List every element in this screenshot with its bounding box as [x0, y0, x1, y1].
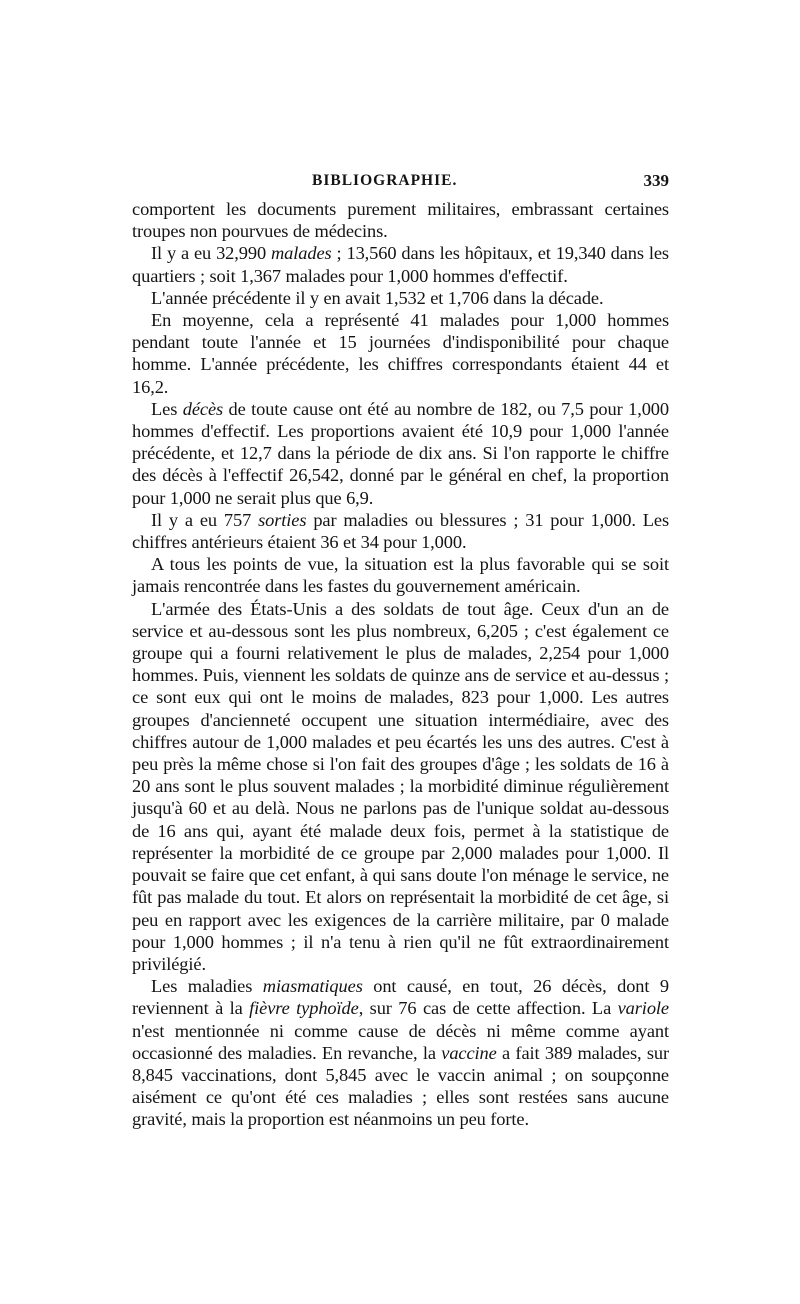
text-run: par maladies ou blessures ; 31 pour 1,000. Les chiffres antérieurs étaient 36 et 34 pour 1,000. — [132, 509, 670, 553]
text-run: L'année précédente il y en avait 1,532 et 1,706 dans la décade. — [151, 287, 604, 308]
text-run: Il y a eu 757 — [151, 509, 259, 530]
paragraph — [132, 975, 669, 1130]
italic-term: miasmatiques — [262, 976, 363, 997]
text-run: n'est mentionnée ni comme cause de décès ni même comme ayant occasionné des maladies. En revanche, la — [132, 1020, 669, 1063]
italic-term: variole — [617, 998, 669, 1019]
italic-term: sorties — [258, 509, 307, 530]
text-run: L'armée des États-Unis a des soldats de tout âge. Ceux d'un an de service et au-dessous sont les plus nombreux, 6,205 ; c'est également ce groupe qui a fourni relativement le plus de malades, 2,254 pour 1,000 hommes. Puis, viennent les soldats de quinze ans de service et au-dessus ; ce sont eux qui ont le moins de malades, 823 pour 1,000. Les autres groupes d'ancienneté occupent une situation intermédiaire, avec des chiffres autour de 1,000 malades et peu écartés les uns des autres. C'est à peu près la même chose si l'on fait des groupes d'âge ; les soldats de 16 à 20 ans sont le plus souvent malades ; la morbidité diminue régulièrement jusqu'à 60 et au delà. Nous ne parlons pas de l'unique soldat au-dessous de 16 ans qui, ayant été malade deux fois, permet à la statistique de représenter la morbidité de ce groupe par 2,000 malades pour 1,000. Il pouvait se faire que cet enfant, à qui sans doute l'on ménage le service, ne fût pas malade du tout. Et alors on représentait la morbidité de cet âge, si peu en rapport avec les exigences de la carrière militaire, par 0 malade pour 1,000 hommes ; il n'a tenu à rien qu'il ne fût extraordinairement privilégié. — [132, 598, 669, 974]
paragraph — [132, 242, 669, 286]
paragraph — [132, 287, 669, 309]
text-run: En moyenne, cela a représenté 41 malades pour 1,000 hommes pendant toute l'année et 15 journées d'indisponibilité pour chaque homme. L'année précédente, les chiffres correspondants étaient 44 et 16,2. — [132, 310, 669, 397]
text-run: de toute cause ont été au nombre de 182, ou 7,5 pour 1,000 hommes d'effectif. Les proportions avaient été 10,9 pour 1,000 l'année précédente, et 12,7 dans la période de dix ans. Si l'on rapporte le chiffre des décès à l'effectif 26,542, donné par le général en chef, la proportion pour 1,000 ne serait plus que 6,9. — [132, 398, 669, 508]
italic-term: malades — [271, 243, 332, 264]
text-run: Les — [151, 398, 183, 419]
italic-term: décès — [182, 398, 224, 419]
paragraph — [132, 309, 669, 398]
text-run: a fait 389 malades, sur 8,845 vaccinations, dont 5,845 avec le vaccin animal ; on soupçonne aisément ce qu'ont été ces maladies ; elles sont restées sans aucune gravité, mais la proportion est néanmoins un peu forte. — [132, 1042, 670, 1130]
running-header — [132, 168, 669, 198]
italic-term: vaccine — [441, 1042, 497, 1063]
paragraph — [132, 598, 669, 975]
text-run: ; 13,560 dans les hôpitaux, et 19,340 dans les quartiers ; soit 1,367 malades pour 1,000 hommes d'effectif. — [132, 243, 669, 286]
page-number: 339 — [643, 171, 669, 190]
paragraph — [132, 553, 669, 597]
body-text — [132, 198, 669, 1131]
text-run: Il y a eu 32,990 — [151, 243, 271, 264]
running-title: BIBLIOGRAPHIE. — [312, 172, 458, 189]
text-run: A tous les points de vue, la situation est la plus favorable qui se soit jamais rencontrée dans les fastes du gouvernement américain. — [132, 554, 669, 597]
book-page — [132, 168, 669, 1131]
text-run: Les maladies — [151, 976, 263, 997]
italic-term: fièvre typhoïde — [249, 998, 359, 1019]
paragraph — [132, 509, 669, 553]
paragraph — [132, 198, 669, 242]
paragraph — [132, 398, 669, 509]
text-run: ont causé, en tout, 26 décès, dont 9 reviennent à la — [132, 976, 669, 1019]
text-run: comportent les documents purement militaires, embrassant certaines troupes non pourvues de médecins. — [132, 199, 669, 242]
text-run: , sur 76 cas de cette affection. La — [358, 998, 618, 1019]
